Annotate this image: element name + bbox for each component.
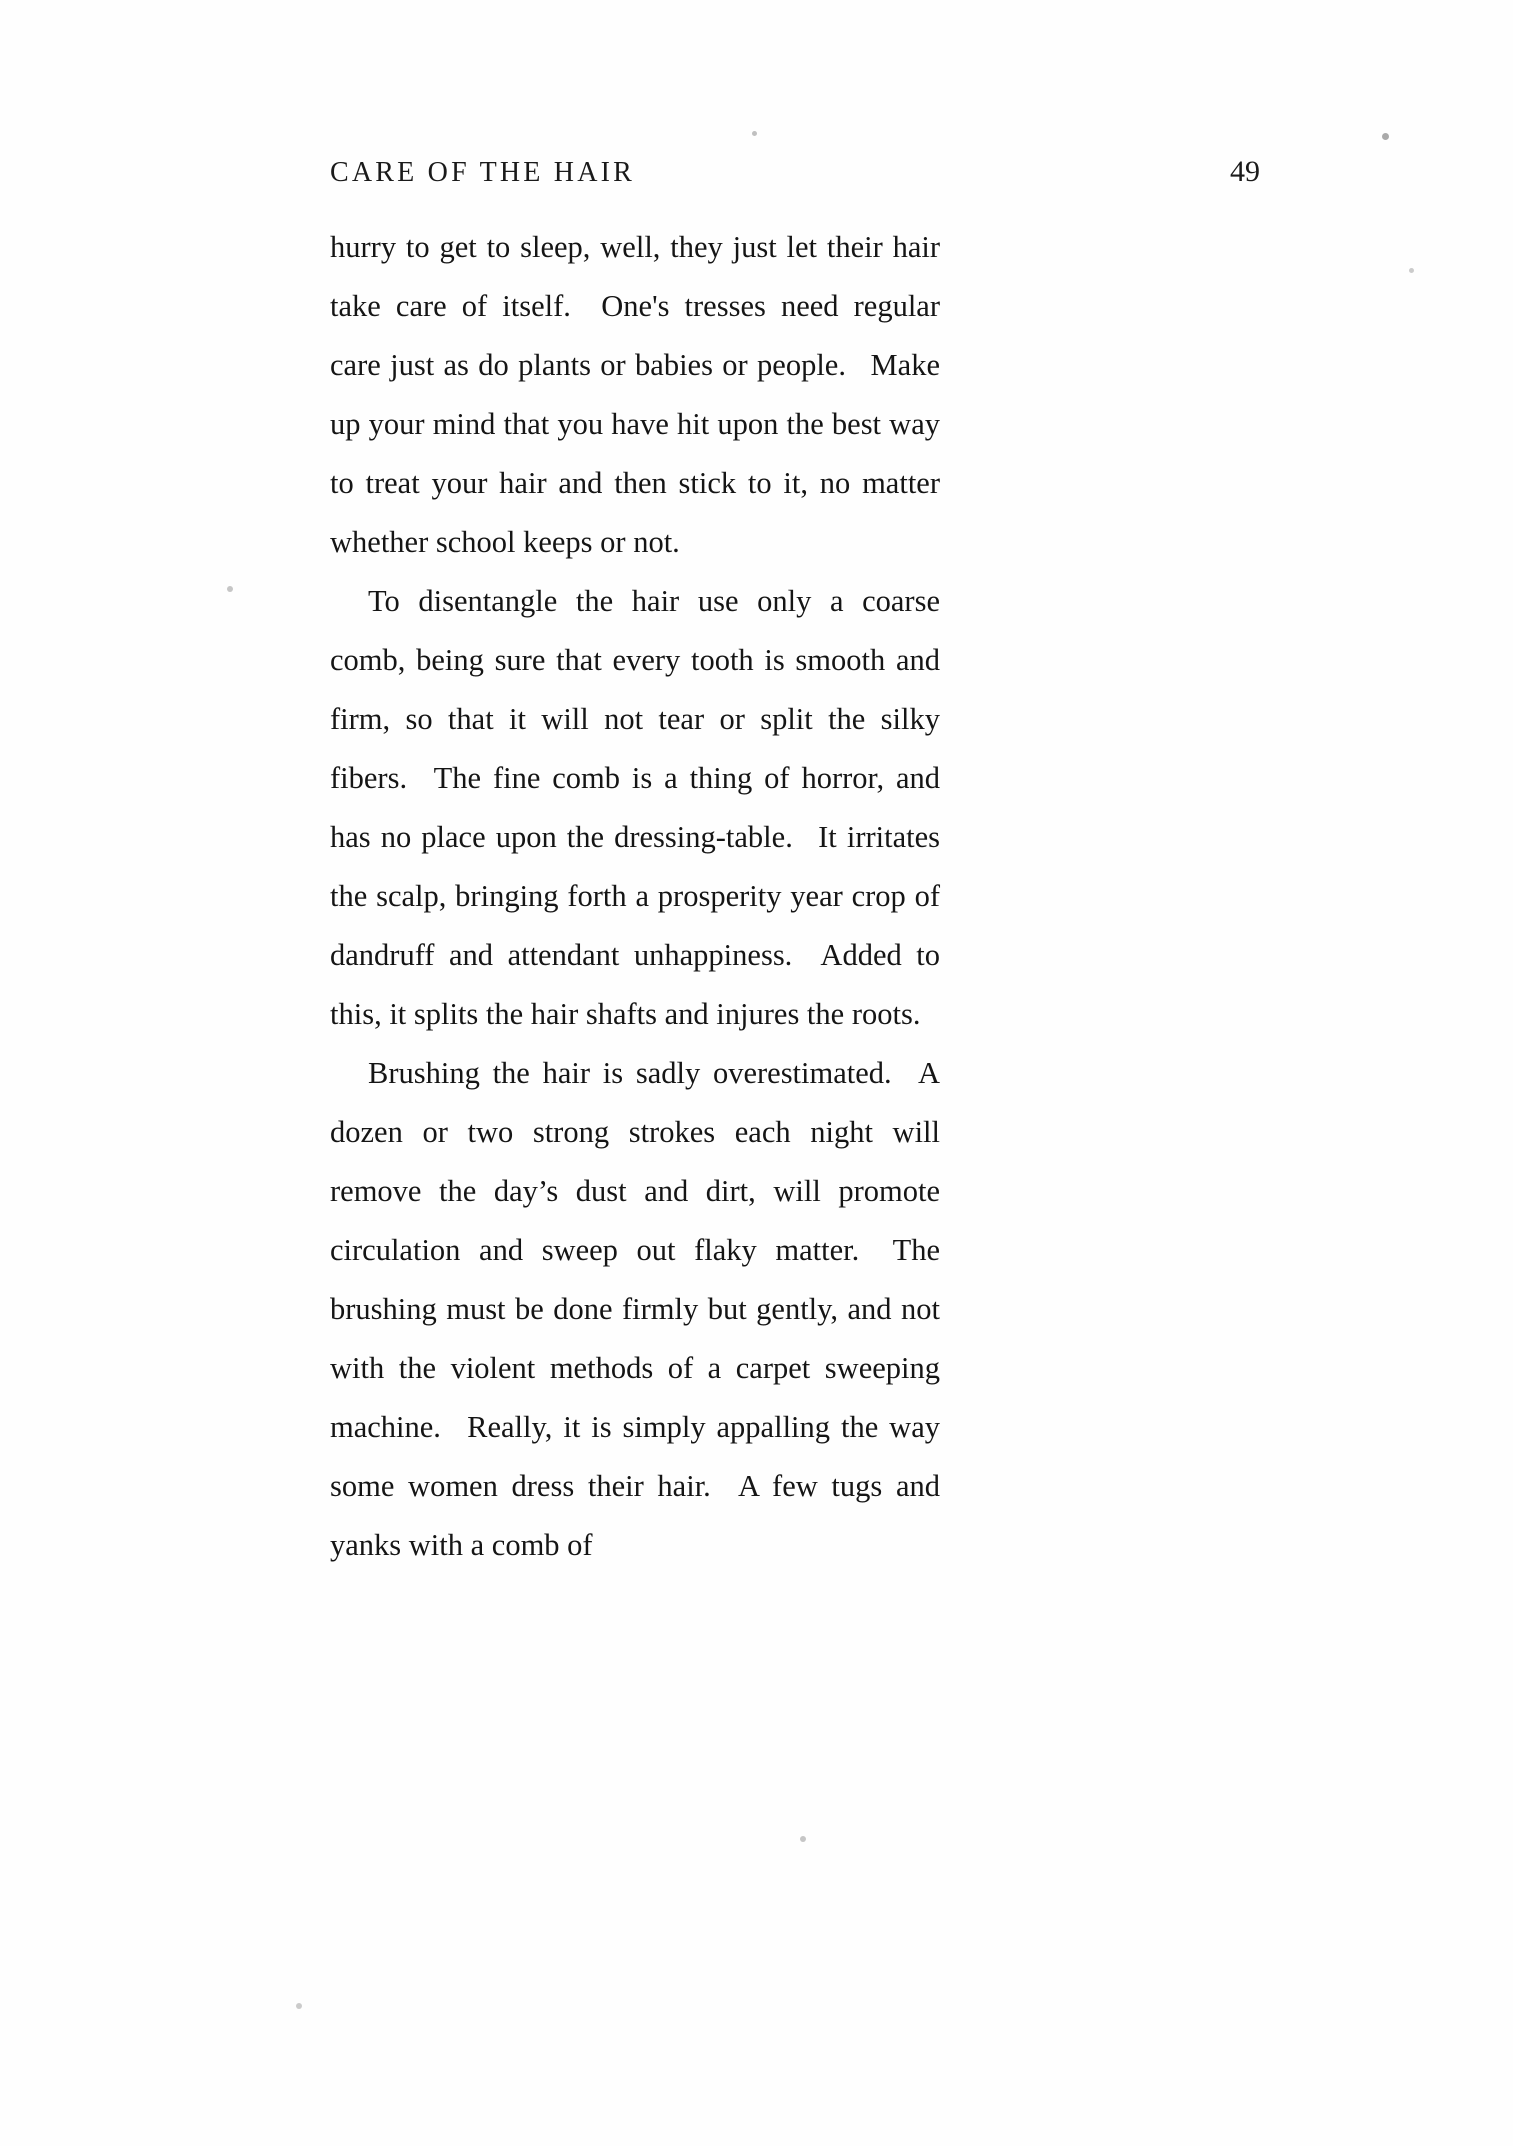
- running-head: CARE OF THE HAIR: [330, 157, 636, 188]
- scan-speck: [1409, 268, 1414, 273]
- paragraph: hurry to get to sleep, well, they just let their hair take care of itself. One's tresses need regular care just as do plants or babies or people. Make up your mind that you have hit upon the best way to treat your hair and then stick to it, no matter whether school keeps or not.: [330, 230, 940, 559]
- body-text: [330, 218, 940, 1575]
- paragraph: Brushing the hair is sadly overestimated. A dozen or two strong strokes each night will remove the day’s dust and dirt, will promote circulation and sweep out flaky matter. The brushing must be done firmly but gently, and not with the violent methods of a carpet sweeping machine. Really, it is simply appalling the way some women dress their hair. A few tugs and yanks with a comb of: [330, 1056, 940, 1562]
- scan-speck: [296, 2003, 302, 2009]
- paragraph: To disentangle the hair use only a coarse comb, being sure that every tooth is smooth and firm, so that it will not tear or split the silky fibers. The fine comb is a thing of horror, and has no place upon the dressing-table. It irritates the scalp, bringing forth a prosperity year crop of dandruff and attendant unhappiness. Added to this, it splits the hair shafts and injures the roots.: [330, 584, 940, 1031]
- scan-speck: [227, 586, 233, 592]
- scan-speck: [1382, 133, 1389, 140]
- scan-speck: [752, 131, 757, 136]
- page-number: 49: [1230, 155, 1260, 188]
- page-header: [330, 155, 1260, 189]
- scan-speck: [800, 1836, 806, 1842]
